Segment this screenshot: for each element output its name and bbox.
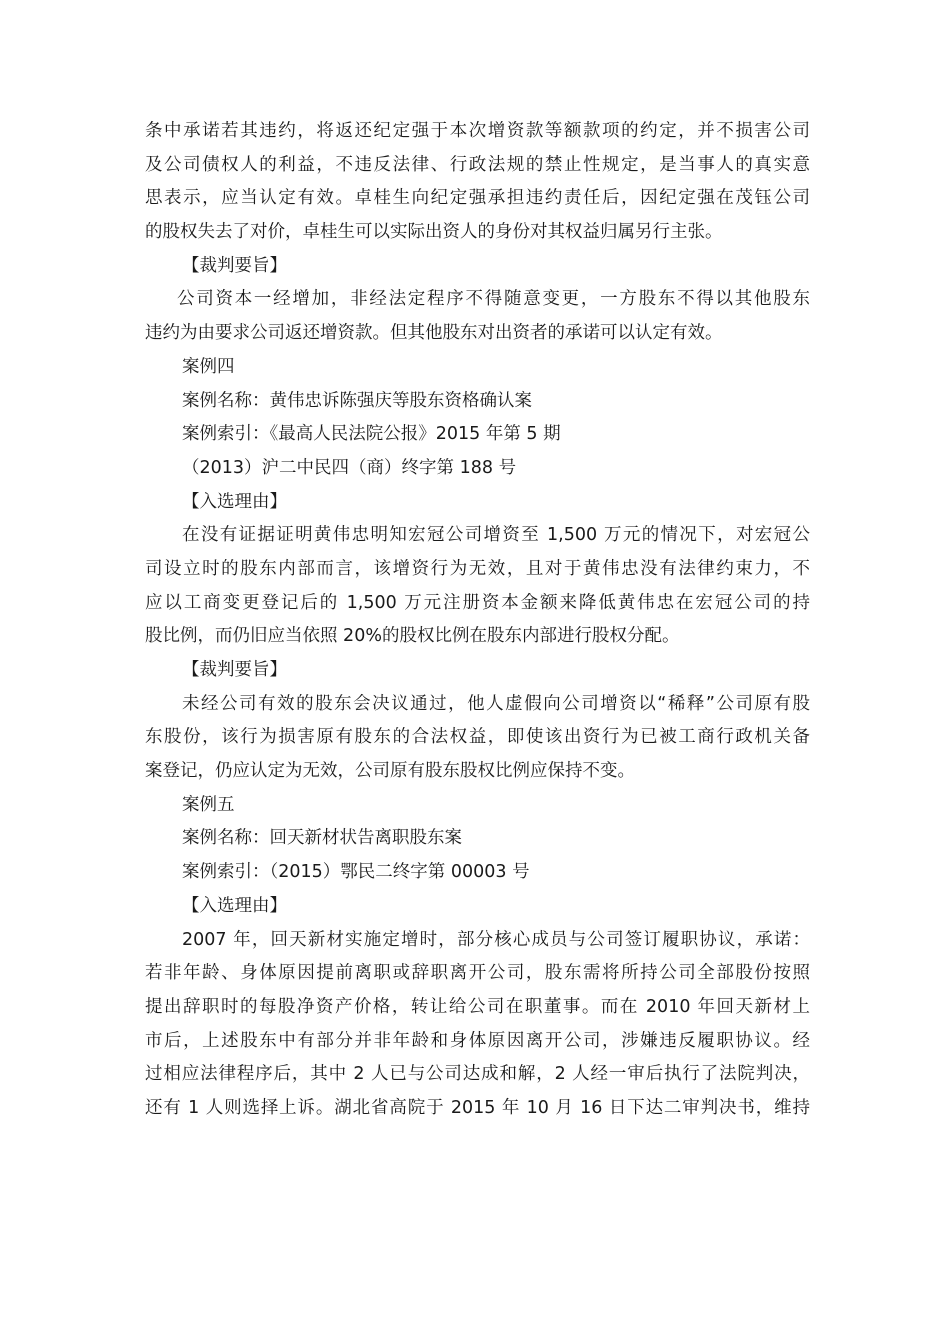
text-line: 未经公司有效的股东会决议通过，他人虚假向公司增资以“稀释”公司原有股 — [182, 693, 810, 714]
text-line: 及公司债权人的利益，不违反法律、行政法规的禁止性规定，是当事人的真实意 — [145, 154, 810, 175]
case-name: 案例名称：回天新材状告离职股东案 — [182, 828, 462, 849]
text-line: 司设立时的股东内部而言，该增资行为无效，且对于黄伟忠没有法律约束力，不 — [145, 558, 810, 579]
text-line: 过相应法律程序后，其中 2 人已与公司达成和解，2 人经一审后执行了法院判决， — [145, 1064, 810, 1085]
text-line: 违约为由要求公司返还增资款。但其他股东对出资者的承诺可以认定有效。 — [145, 323, 723, 344]
text-line: 条中承诺若其违约，将返还纪定强于本次增资款等额款项的约定，并不损害公司 — [145, 121, 810, 141]
section-heading: 【入选理由】 — [182, 895, 287, 916]
document-body — [145, 115, 810, 1126]
text-line: 还有 1 人则选择上诉。湖北省高院于 2015 年 10 月 16 日下达二审判决书，维持 — [145, 1097, 810, 1118]
text-line: 东股份，该行为损害原有股东的合法权益，即使该出资行为已被工商行政机关备 — [145, 727, 810, 748]
text-line: 2007 年，回天新材实施定增时，部分核心成员与公司签订履职协议，承诺： — [182, 929, 810, 950]
text-line: 股比例，而仍旧应当依照 20%的股权比例在股东内部进行股权分配。 — [145, 626, 680, 647]
text-line: 应以工商变更登记后的 1,500 万元注册资本金额来降低黄伟忠在宏冠公司的持 — [145, 592, 810, 613]
case-name: 案例名称：黄伟忠诉陈强庆等股东资格确认案 — [182, 390, 532, 411]
text-line: 若非年龄、身体原因提前离职或辞职离开公司，股东需将所持公司全部股份按照 — [145, 963, 810, 984]
case-index: 案例索引：《最高人民法院公报》2015 年第 5 期 — [182, 424, 561, 445]
case-heading: 案例五 — [182, 794, 235, 815]
section-heading: 【入选理由】 — [182, 491, 287, 512]
case-heading: 案例四 — [182, 356, 235, 377]
case-number: （2013）沪二中民四（商）终字第 188 号 — [182, 457, 517, 478]
case-index: 案例索引：（2015）鄂民二终字第 00003 号 — [182, 862, 530, 883]
section-heading: 【裁判要旨】 — [182, 660, 287, 680]
text-line: 思表示，应当认定有效。卓桂生向纪定强承担违约责任后，因纪定强在茂钰公司 — [145, 188, 810, 209]
text-line: 案登记，仍应认定为无效，公司原有股东股权比例应保持不变。 — [145, 761, 635, 782]
text-line: 提出辞职时的每股净资产价格，转让给公司在职董事。而在 2010 年回天新材上 — [145, 996, 810, 1017]
text-line: 公司资本一经增加，非经法定程序不得随意变更，一方股东不得以其他股东 — [177, 289, 810, 310]
text-line: 在没有证据证明黄伟忠明知宏冠公司增资至 1,500 万元的情况下，对宏冠公 — [182, 525, 810, 546]
text-line: 的股权失去了对价，卓桂生可以实际出资人的身份对其权益归属另行主张。 — [145, 222, 723, 243]
section-heading: 【裁判要旨】 — [182, 255, 287, 276]
text-line: 市后，上述股东中有部分并非年龄和身体原因离开公司，涉嫌违反履职协议。经 — [145, 1030, 810, 1051]
